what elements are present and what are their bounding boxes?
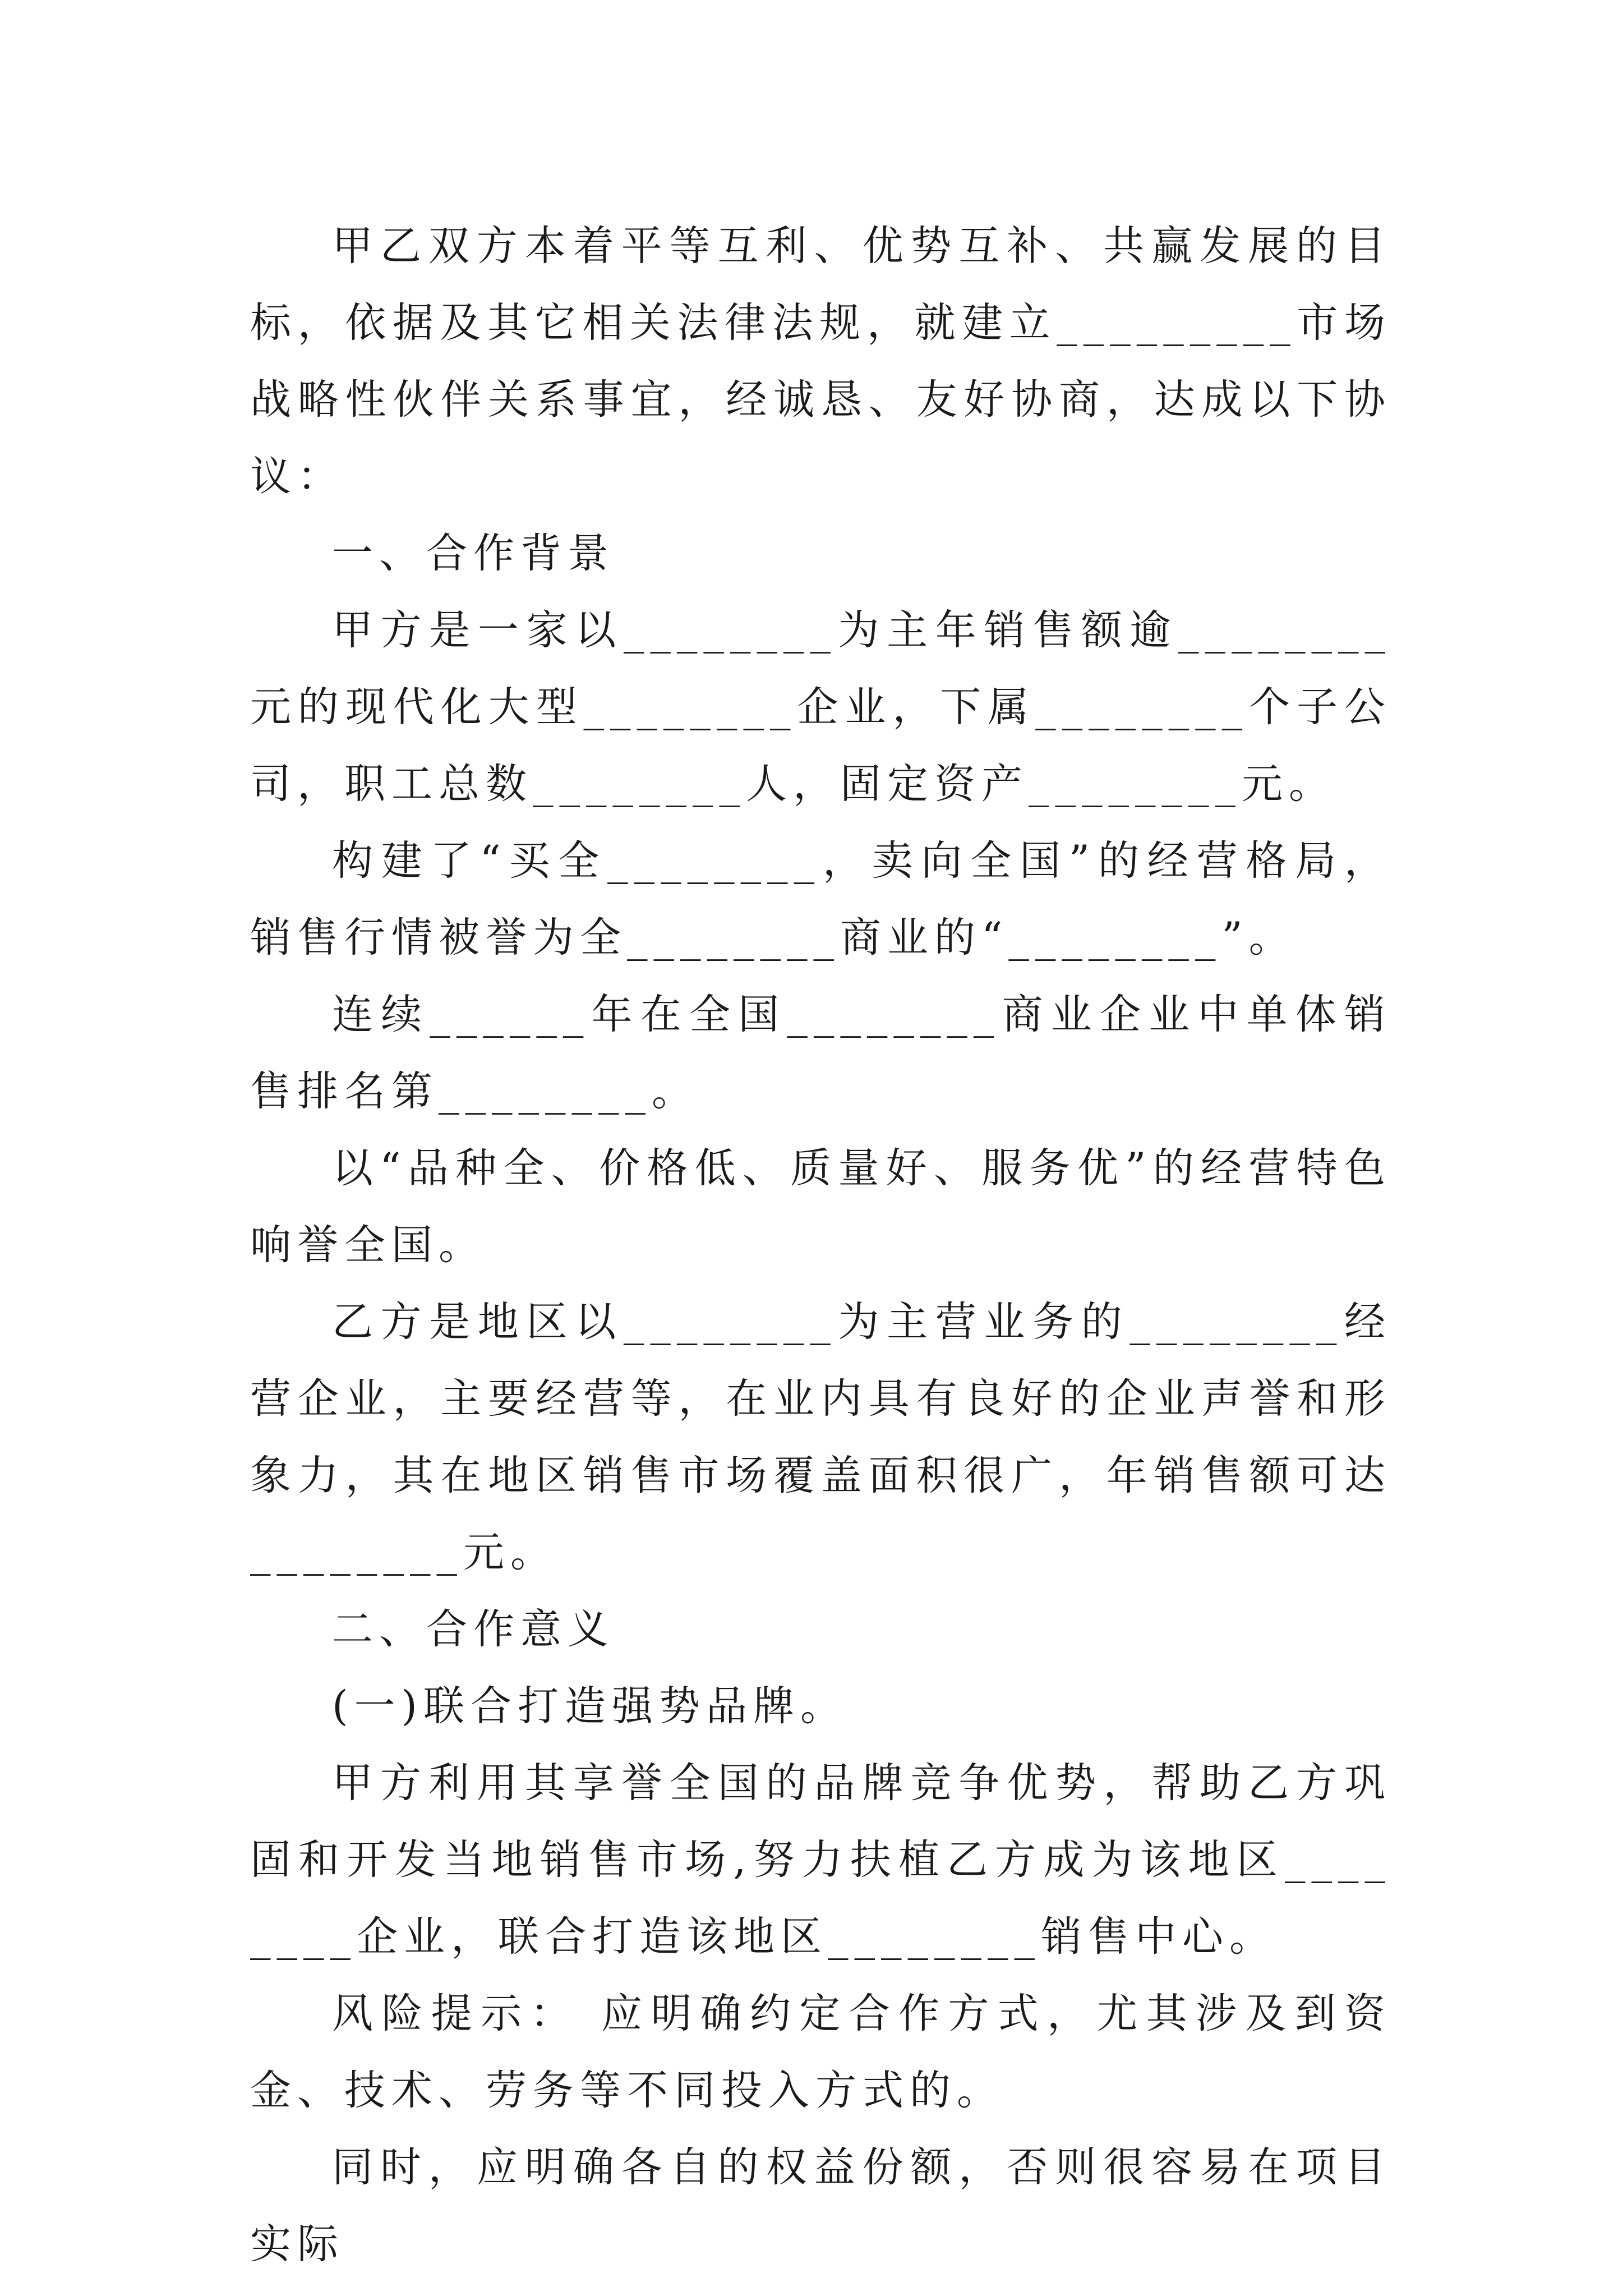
paragraph-risk-notice: 风险提示： 应明确约定合作方式，尤其涉及到资金、技术、劳务等不同投入方式的。 xyxy=(250,1990,1391,2114)
paragraph-business-pattern: 构建了“买全________，卖向全国”的经营格局，销售行情被誉为全________商业的“________”。 xyxy=(250,837,1391,961)
paragraph-party-b-profile: 乙方是地区以________为主营业务的________经营企业，主要经营等，在业内具有良好的企业声誉和形象力，其在地区销售市场覆盖面积很广，年销售额可达________元。 xyxy=(250,1298,1391,1576)
paragraph-sales-ranking: 连续______年在全国________商业企业中单体销售排名第________。 xyxy=(250,991,1391,1115)
subheading-joint-brand: (一)联合打造强势品牌。 xyxy=(332,1682,847,1730)
heading-cooperation-significance: 二、合作意义 xyxy=(332,1605,615,1653)
paragraph-brand-support: 甲方利用其享誉全国的品牌竞争优势，帮助乙方巩固和开发当地销售市场,努力扶植乙方成为该地区________企业，联合打造该地区________销售中心。 xyxy=(250,1759,1391,1961)
paragraph-party-a-profile: 甲方是一家以________为主年销售额逾________元的现代化大型________企业，下属________个子公司，职工总数________人，固定资产________元。 xyxy=(250,606,1391,808)
heading-cooperation-background: 一、合作背景 xyxy=(332,530,615,577)
document-body xyxy=(250,208,1391,2283)
paragraph-preamble: 甲乙双方本着平等互利、优势互补、共赢发展的目标，依据及其它相关法律法规，就建立_________市场战略性伙伴关系事宜，经诚恳、友好协商，达成以下协议： xyxy=(250,222,1391,500)
paragraph-equity-share: 同时，应明确各自的权益份额，否则很容易在项目实际 xyxy=(250,2143,1391,2268)
paragraph-business-feature: 以“品种全、价格低、质量好、服务优”的经营特色响誉全国。 xyxy=(250,1144,1391,1269)
